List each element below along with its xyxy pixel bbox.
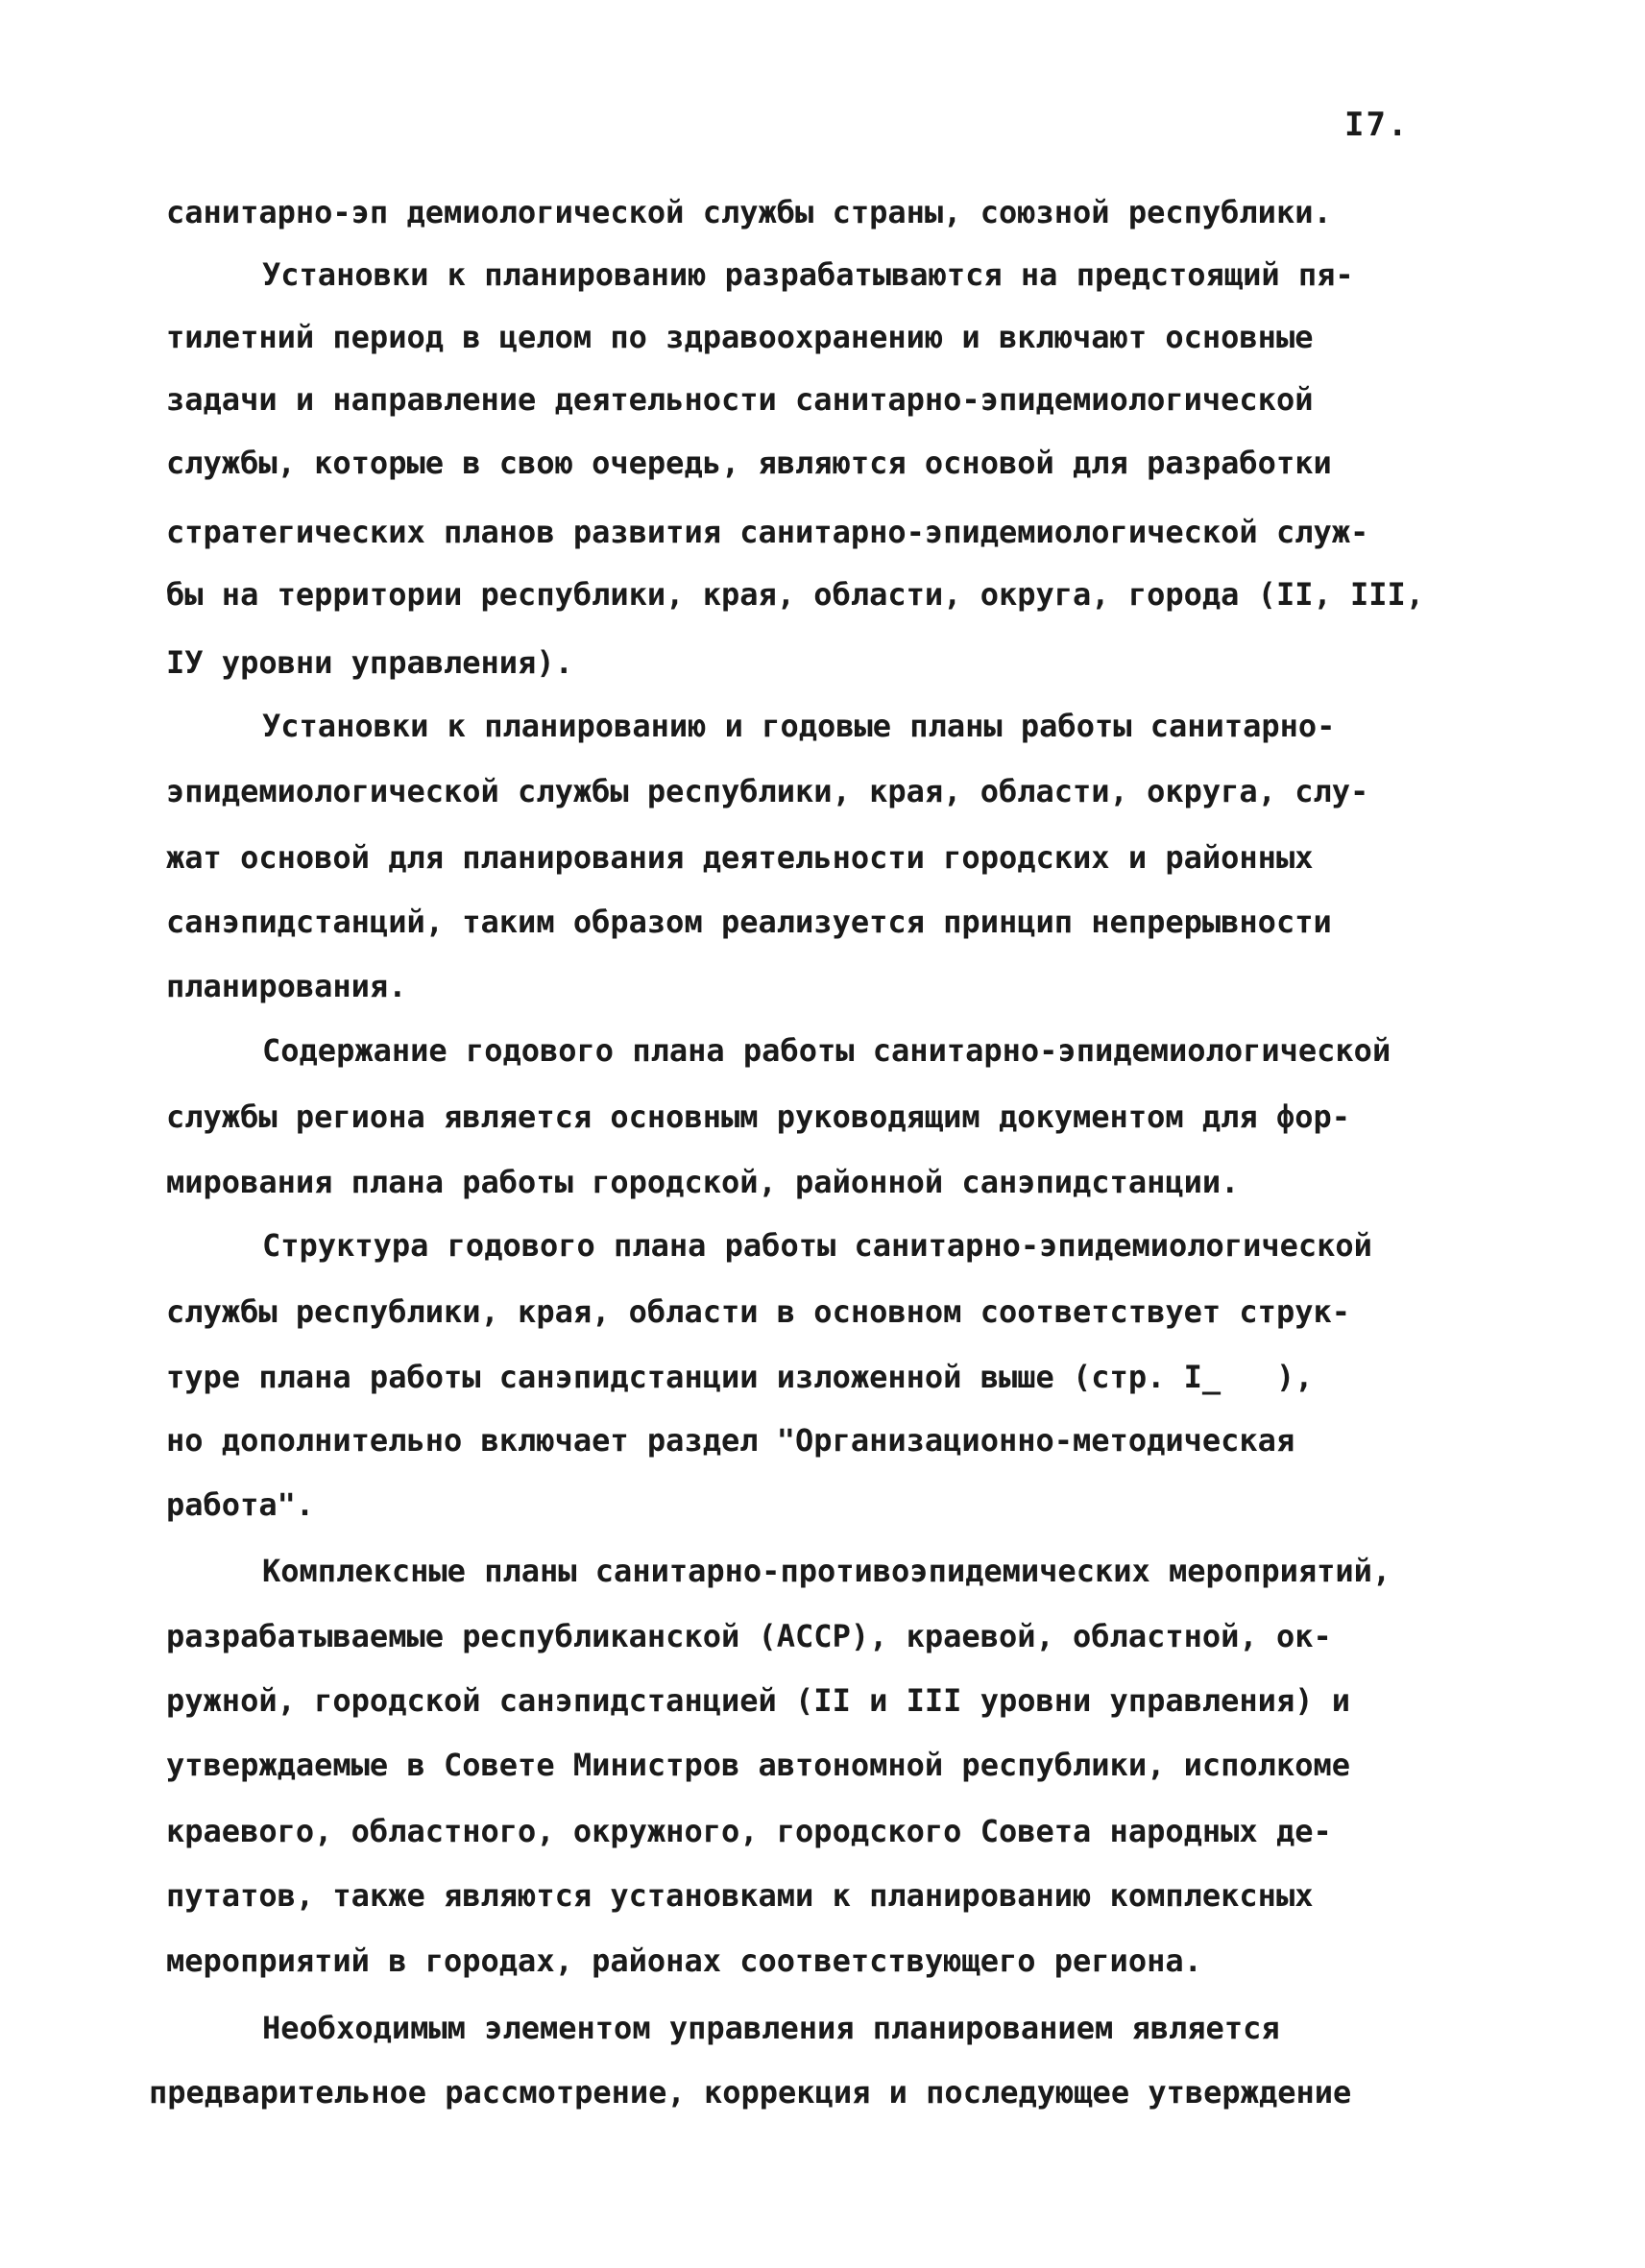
- text-line: работа".: [166, 1486, 315, 1523]
- text-line: санэпидстанций, таким образом реализуется принцип непрерывности: [166, 904, 1332, 940]
- text-line: эпидемиологической службы республики, края, области, округа, слу-: [166, 773, 1369, 809]
- text-line: Структура годового плана работы санитарно-эпидемиологической: [262, 1227, 1372, 1264]
- text-line: Необходимым элементом управления планированием является: [262, 2010, 1280, 2046]
- text-line: задачи и направление деятельности санитарно-эпидемиологической: [166, 381, 1314, 418]
- text-line: службы, которые в свою очередь, являются основой для разработки: [166, 445, 1332, 481]
- text-line: но дополнительно включает раздел "Организационно-методическая: [166, 1422, 1295, 1459]
- text-line: мероприятий в городах, районах соответствующего региона.: [166, 1942, 1202, 1979]
- text-line: предварительное рассмотрение, коррекция и последующее утверждение: [149, 2074, 1352, 2111]
- page-number: I7.: [1344, 106, 1410, 144]
- text-line: Установки к планированию и годовые планы работы санитарно-: [262, 708, 1336, 744]
- text-line: бы на территории республики, края, области, округа, города (II, III,: [166, 576, 1425, 613]
- text-line: тилетний период в целом по здравоохранению и включают основные: [166, 319, 1314, 355]
- text-line: планирования.: [166, 968, 407, 1004]
- text-line: IУ уровни управления).: [166, 644, 573, 681]
- text-line: утверждаемые в Совете Министров автономной республики, исполкоме: [166, 1747, 1350, 1783]
- text-line: Установки к планированию разрабатываются на предстоящий пя-: [262, 256, 1354, 293]
- text-line: службы республики, края, области в основном соответствует струк-: [166, 1293, 1350, 1330]
- text-line: ружной, городской санэпидстанцией (II и III уровни управления) и: [166, 1682, 1350, 1719]
- text-line: краевого, областного, окружного, городского Совета народных де-: [166, 1813, 1332, 1849]
- text-line: разрабатываемые республиканской (АССР), краевой, областной, ок-: [166, 1618, 1332, 1654]
- text-line: жат основой для планирования деятельности городских и районных: [166, 839, 1314, 876]
- text-line: Комплексные планы санитарно-противоэпидемических мероприятий,: [262, 1553, 1391, 1589]
- text-line: санитарно-эп демиологической службы страны, союзной республики.: [166, 194, 1332, 230]
- text-line: службы региона является основным руководящим документом для фор-: [166, 1098, 1350, 1135]
- text-line: Содержание годового плана работы санитарно-эпидемиологической: [262, 1032, 1391, 1069]
- text-line: стратегических планов развития санитарно-эпидемиологической служ-: [166, 514, 1369, 550]
- text-line: путатов, также являются установками к планированию комплексных: [166, 1877, 1314, 1914]
- text-line: мирования плана работы городской, районной санэпидстанции.: [166, 1164, 1240, 1200]
- text-line: туре плана работы санэпидстанции изложенной выше (стр. I_ ),: [166, 1359, 1314, 1395]
